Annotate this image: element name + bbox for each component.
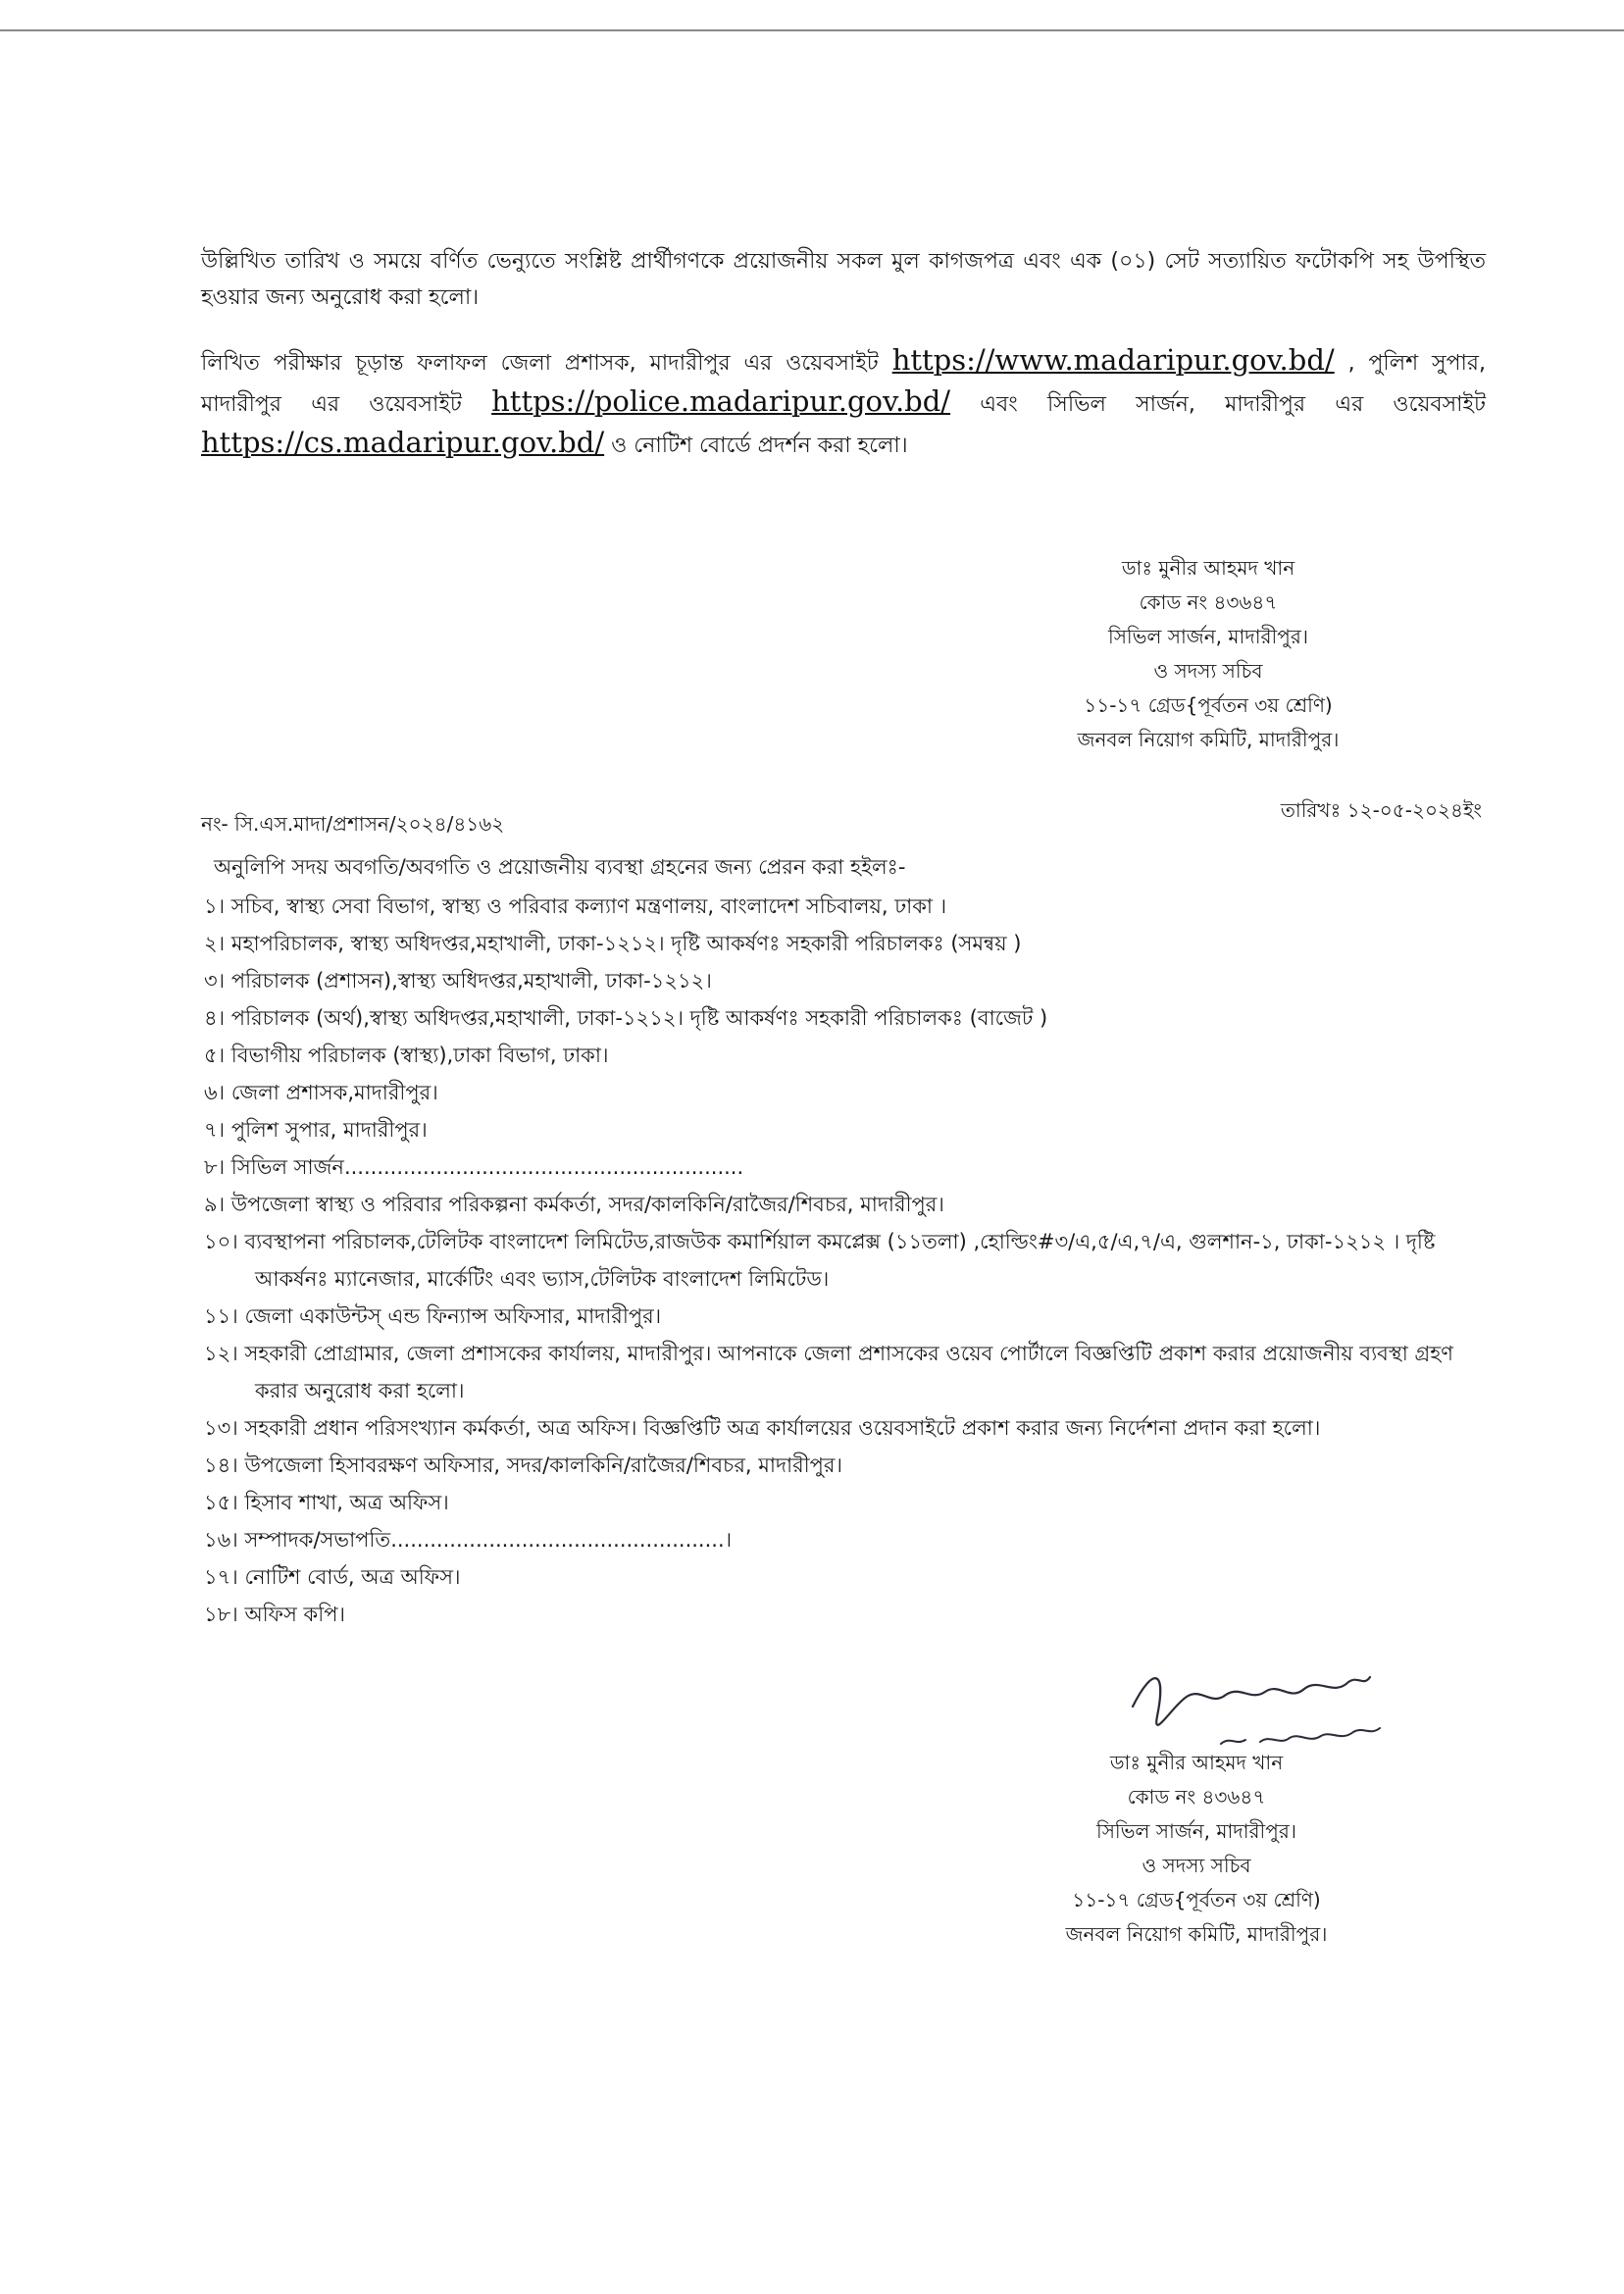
cs-website-link[interactable]: https://cs.madaripur.gov.bd/ bbox=[201, 426, 605, 459]
list-item: ৯। উপজেলা স্বাস্থ্য ও পরিবার পরিকল্পনা কর্মকর্তা, সদর/কালকিনি/রাজৈর/শিবচর, মাদারীপুর। bbox=[204, 1193, 944, 1216]
list-item: ১০। ব্যবস্থাপনা পরিচালক,টেলিটক বাংলাদেশ লিমিটেড,রাজউক কমার্শিয়াল কমপ্লেক্স (১১তলা) ,হোল্ডিং#৩/এ,৫/এ,৭/এ, গুলশান-১, ঢাকা-১২১২ । দৃষ্টি আকর্ষনঃ ম্যানেজার, মার্কেটিং এবং ভ্যাস,টেলিটক বাংলাদেশ লিমিটেড। bbox=[204, 1230, 1436, 1291]
signatory-role: ও সদস্য সচিব bbox=[1153, 659, 1263, 683]
signatory-designation: সিভিল সার্জন, মাদারীপুর। bbox=[1107, 625, 1309, 648]
signatory-code: কোড নং ৪৩৬৪৭ bbox=[1127, 1785, 1266, 1809]
list-item: ১৮। অফিস কপি। bbox=[204, 1603, 345, 1626]
signatory-committee: জনবল নিয়োগ কমিটি, মাদারীপুর। bbox=[1077, 728, 1340, 751]
dc-website-link[interactable]: https://www.madaripur.gov.bd/ bbox=[891, 343, 1335, 377]
signatory-name: ডাঃ মুনীর আহমদ খান bbox=[1109, 1751, 1284, 1774]
signatory-committee: জনবল নিয়োগ কমিটি, মাদারীপুর। bbox=[1065, 1922, 1328, 1946]
police-website-link[interactable]: https://police.madaripur.gov.bd/ bbox=[491, 384, 951, 418]
signatory-block-bottom bbox=[981, 1746, 1412, 1952]
signatory-code: কোড নং ৪৩৬৪৭ bbox=[1139, 590, 1278, 614]
list-item: ৬। জেলা প্রশাসক,মাদারীপুর। bbox=[204, 1081, 438, 1104]
list-item: ১৪। উপজেলা হিসাবরক্ষণ অফিসার, সদর/কালকিনি/রাজৈর/শিবচর, মাদারীপুর। bbox=[204, 1453, 842, 1477]
signatory-block-top bbox=[992, 551, 1424, 757]
signatory-role: ও সদস্য সচিব bbox=[1142, 1854, 1251, 1877]
signatory-name: ডাঃ মুনীর আহমদ খান bbox=[1121, 556, 1295, 580]
list-item: ১৭। নোটিশ বোর্ড, অত্র অফিস। bbox=[204, 1565, 461, 1589]
signatory-grade: ১১-১৭ গ্রেড{পূর্বতন ৩য় শ্রেণি) bbox=[1072, 1888, 1321, 1912]
handwritten-signature bbox=[1113, 1648, 1437, 1756]
signatory-designation: সিভিল সার্জন, মাদারীপুর। bbox=[1095, 1819, 1297, 1843]
signatory-grade: ১১-১৭ গ্রেড{পূর্বতন ৩য় শ্রেণি) bbox=[1084, 693, 1333, 717]
list-item: ১১। জেলা একাউন্টস্ এন্ড ফিন্যান্স অফিসার, মাদারীপুর। bbox=[204, 1304, 662, 1328]
cc-intro: অনুলিপি সদয় অবগতি/অবগতি ও প্রয়োজনীয় ব্যবস্থা গ্রহনের জন্য প্রেরন করা হইলঃ- bbox=[214, 855, 906, 879]
intro-paragraph-1: উল্লিখিত তারিখ ও সময়ে বর্ণিত ভেন্যুতে সংশ্লিষ্ট প্রার্থীগণকে প্রয়োজনীয় সকল মুল কাগজপত্র এবং এক (০১) সেট সত্যায়িত ফটোকপি সহ উপস্থিত হওয়ার জন্য অনুরোধ করা হলো। bbox=[201, 249, 1486, 310]
list-item: ৩। পরিচালক (প্রশাসন),স্বাস্থ্য অধিদপ্তর,মহাখালী, ঢাকা-১২১২। bbox=[204, 969, 712, 993]
intro-text-d: ও নোটিশ বোর্ডে প্রদর্শন করা হলো। bbox=[604, 433, 908, 458]
memo-date: তারিখঃ ১২-০৫-২০২৪ইং bbox=[1280, 798, 1482, 822]
intro-text-c: এবং সিভিল সার্জন, মাদারীপুর এর ওয়েবসাইট bbox=[950, 392, 1486, 417]
list-item: ৮। সিভিল সার্জন............................................................. bbox=[204, 1155, 744, 1179]
list-item: ৫। বিভাগীয় পরিচালক (স্বাস্থ্য),ঢাকা বিভাগ, ঢাকা। bbox=[204, 1044, 609, 1067]
list-item: ৭। পুলিশ সুপার, মাদারীপুর। bbox=[204, 1118, 428, 1142]
intro-text-a: লিখিত পরীক্ষার চূড়ান্ত ফলাফল জেলা প্রশাসক, মাদারীপুর এর ওয়েবসাইট bbox=[201, 351, 892, 376]
list-item: ১৩। সহকারী প্রধান পরিসংখ্যান কর্মকর্তা, অত্র অফিস। বিজ্ঞপ্তিটি অত্র কার্যালয়ের ওয়েবসাইটে প্রকাশ করার জন্য নির্দেশনা প্রদান করা হলো। bbox=[204, 1416, 1321, 1440]
memo-reference: নং- সি.এস.মাদা/প্রশাসন/২০২৪/৪১৬২ bbox=[201, 812, 505, 836]
scan-edge-line bbox=[0, 29, 1624, 31]
cc-list bbox=[204, 888, 1489, 1633]
list-item: ১৫। হিসাব শাখা, অত্র অফিস। bbox=[204, 1491, 449, 1514]
list-item: ১৬। সম্পাদক/সভাপতি...................................................। bbox=[204, 1528, 733, 1552]
intro-paragraph-2 bbox=[201, 341, 1486, 465]
list-item: ১। সচিব, স্বাস্থ্য সেবা বিভাগ, স্বাস্থ্য ও পরিবার কল্যাণ মন্ত্রণালয়, বাংলাদেশ সচিবালয়, ঢাকা । bbox=[204, 894, 947, 918]
list-item: ২। মহাপরিচালক, স্বাস্থ্য অধিদপ্তর,মহাখালী, ঢাকা-১২১২। দৃষ্টি আকর্ষণঃ সহকারী পরিচালকঃ (সমন্বয় ) bbox=[204, 932, 1022, 955]
list-item: ৪। পরিচালক (অর্থ),স্বাস্থ্য অধিদপ্তর,মহাখালী, ঢাকা-১২১২। দৃষ্টি আকর্ষণঃ সহকারী পরিচালকঃ (বাজেট ) bbox=[204, 1006, 1048, 1030]
list-item: ১২। সহকারী প্রোগ্রামার, জেলা প্রশাসকের কার্যালয়, মাদারীপুর। আপনাকে জেলা প্রশাসকের ওয়েব পোর্টালে বিজ্ঞপ্তিটি প্রকাশ করার প্রয়োজনীয় ব্যবস্থা গ্রহণ করার অনুরোধ করা হলো। bbox=[204, 1342, 1453, 1402]
intro-text-b: , পুলিশ সুপার, মাদারীপুর এর ওয়েবসাইট bbox=[201, 351, 1486, 417]
